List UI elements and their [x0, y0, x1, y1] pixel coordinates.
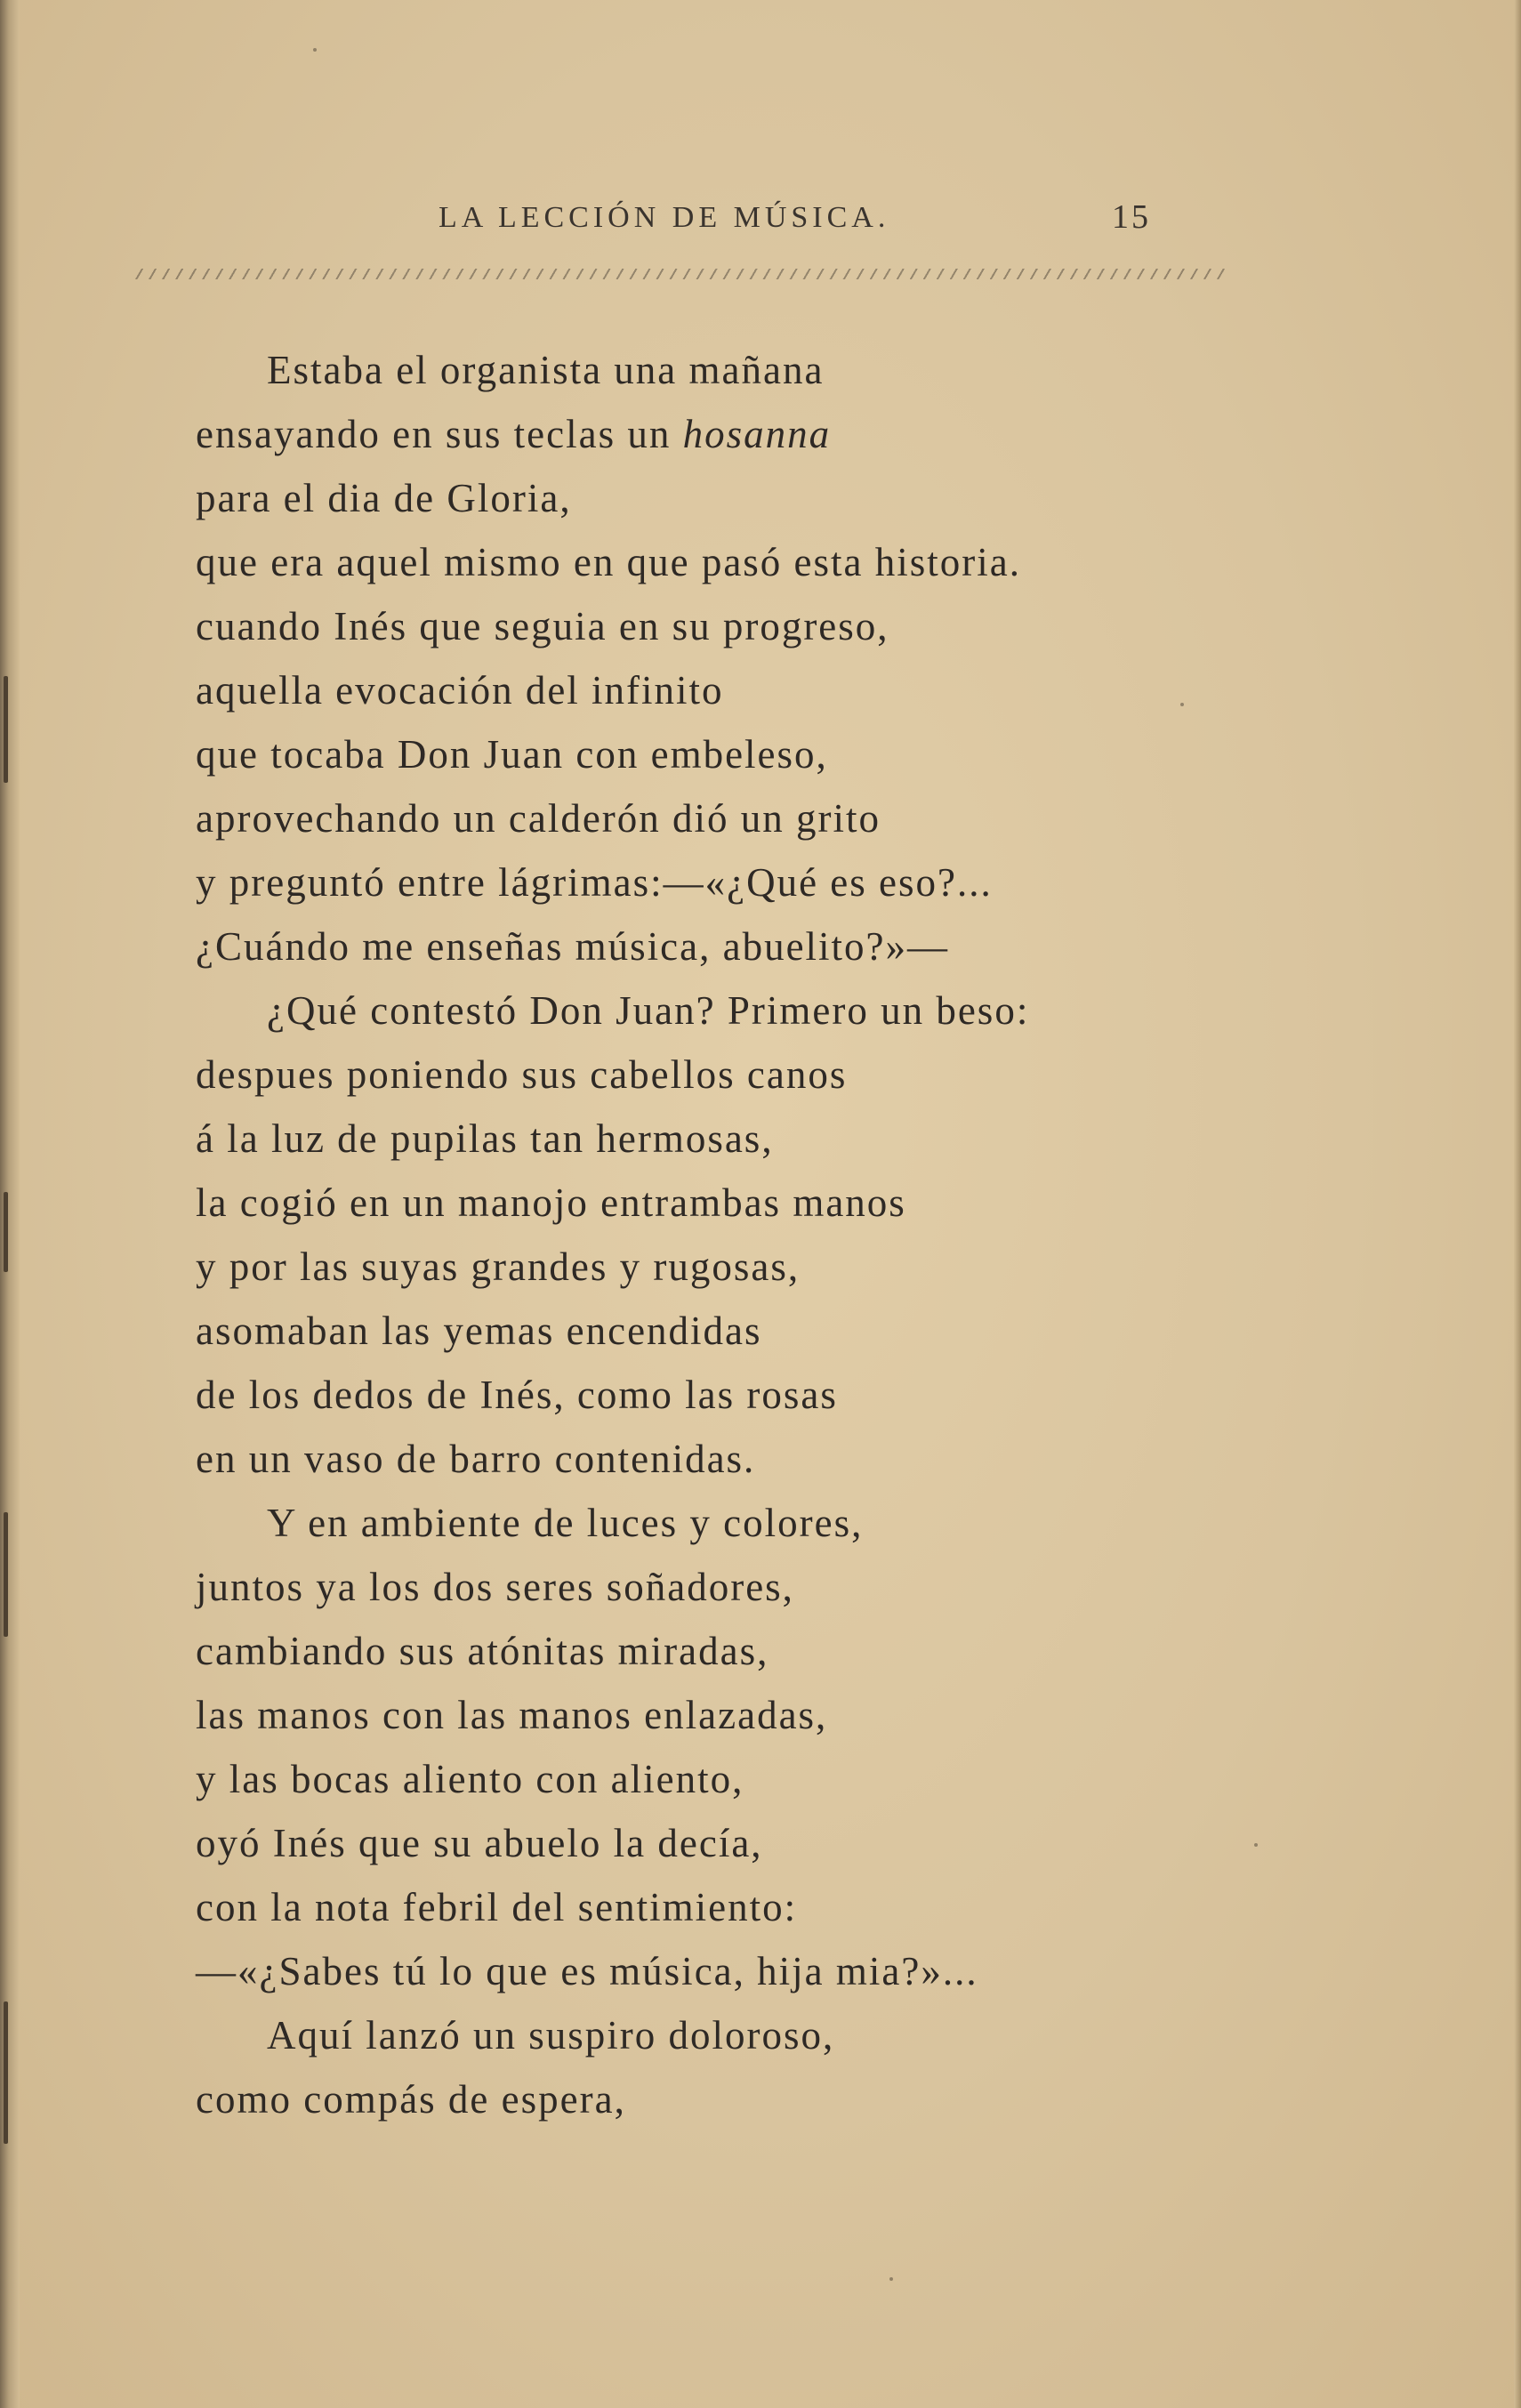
- edge-stain: [4, 2001, 8, 2144]
- poem-line: para el dia de Gloria,: [196, 476, 572, 520]
- page-number: 15: [1112, 198, 1151, 236]
- poem-line: Y en ambiente de luces y colores,: [267, 1501, 864, 1545]
- poem-line: á la luz de pupilas tan hermosas,: [196, 1116, 774, 1161]
- poem-line: juntos ya los dos seres soñadores,: [196, 1565, 794, 1609]
- running-title: LA LECCIÓN DE MÚSICA.: [439, 201, 890, 234]
- decorative-rule: [135, 269, 1225, 279]
- poem-line: ¿Cuándo me enseñas música, abuelito?»—: [196, 924, 950, 969]
- paper-speck: [889, 2277, 893, 2281]
- page-left-edge: [0, 0, 20, 2408]
- poem-line: oyó Inés que su abuelo la decía,: [196, 1821, 763, 1865]
- poem-line: cambiando sus atónitas miradas,: [196, 1629, 769, 1673]
- poem-line: Estaba el organista una mañana: [267, 348, 825, 392]
- poem-line: como compás de espera,: [196, 2077, 626, 2122]
- poem-line: que tocaba Don Juan con embeleso,: [196, 732, 828, 777]
- poem-line: que era aquel mismo en que pasó esta historia.: [196, 540, 1021, 584]
- poem-line: asomaban las yemas encendidas: [196, 1309, 762, 1353]
- poem-line: cuando Inés que seguia en su progreso,: [196, 604, 889, 648]
- poem-line: [196, 402, 1245, 466]
- poem-line: —«¿Sabes tú lo que es música, hija mia?»...: [196, 1949, 978, 1993]
- edge-stain: [4, 1512, 8, 1637]
- poem-line: despues poniendo sus cabellos canos: [196, 1052, 848, 1097]
- poem-line: la cogió en un manojo entrambas manos: [196, 1180, 906, 1225]
- poem-line: las manos con las manos enlazadas,: [196, 1693, 828, 1737]
- poem-line: Aquí lanzó un suspiro doloroso,: [267, 2013, 835, 2058]
- poem-line: ¿Qué contestó Don Juan? Primero un beso:: [267, 988, 1030, 1033]
- poem-line: y preguntó entre lágrimas:—«¿Qué es eso?...: [196, 860, 993, 905]
- paper-speck: [313, 48, 317, 52]
- poem-line-italic-word: hosanna: [682, 412, 832, 456]
- paper-speck: [1254, 1843, 1258, 1847]
- poem-line: y las bocas aliento con aliento,: [196, 1757, 744, 1801]
- poem-line: aprovechando un calderón dió un grito: [196, 796, 881, 841]
- poem-line: de los dedos de Inés, como las rosas: [196, 1373, 838, 1417]
- poem-line: y por las suyas grandes y rugosas,: [196, 1244, 801, 1289]
- poem-line: aquella evocación del infinito: [196, 668, 724, 713]
- edge-stain: [4, 676, 8, 783]
- page-right-edge: [1514, 0, 1521, 2408]
- poem-line: con la nota febril del sentimiento:: [196, 1885, 798, 1929]
- edge-stain: [4, 1192, 8, 1272]
- poem-text: [196, 338, 1245, 2131]
- poem-line-text: ensayando en sus teclas un: [196, 412, 683, 456]
- poem-line: en un vaso de barro contenidas.: [196, 1437, 756, 1481]
